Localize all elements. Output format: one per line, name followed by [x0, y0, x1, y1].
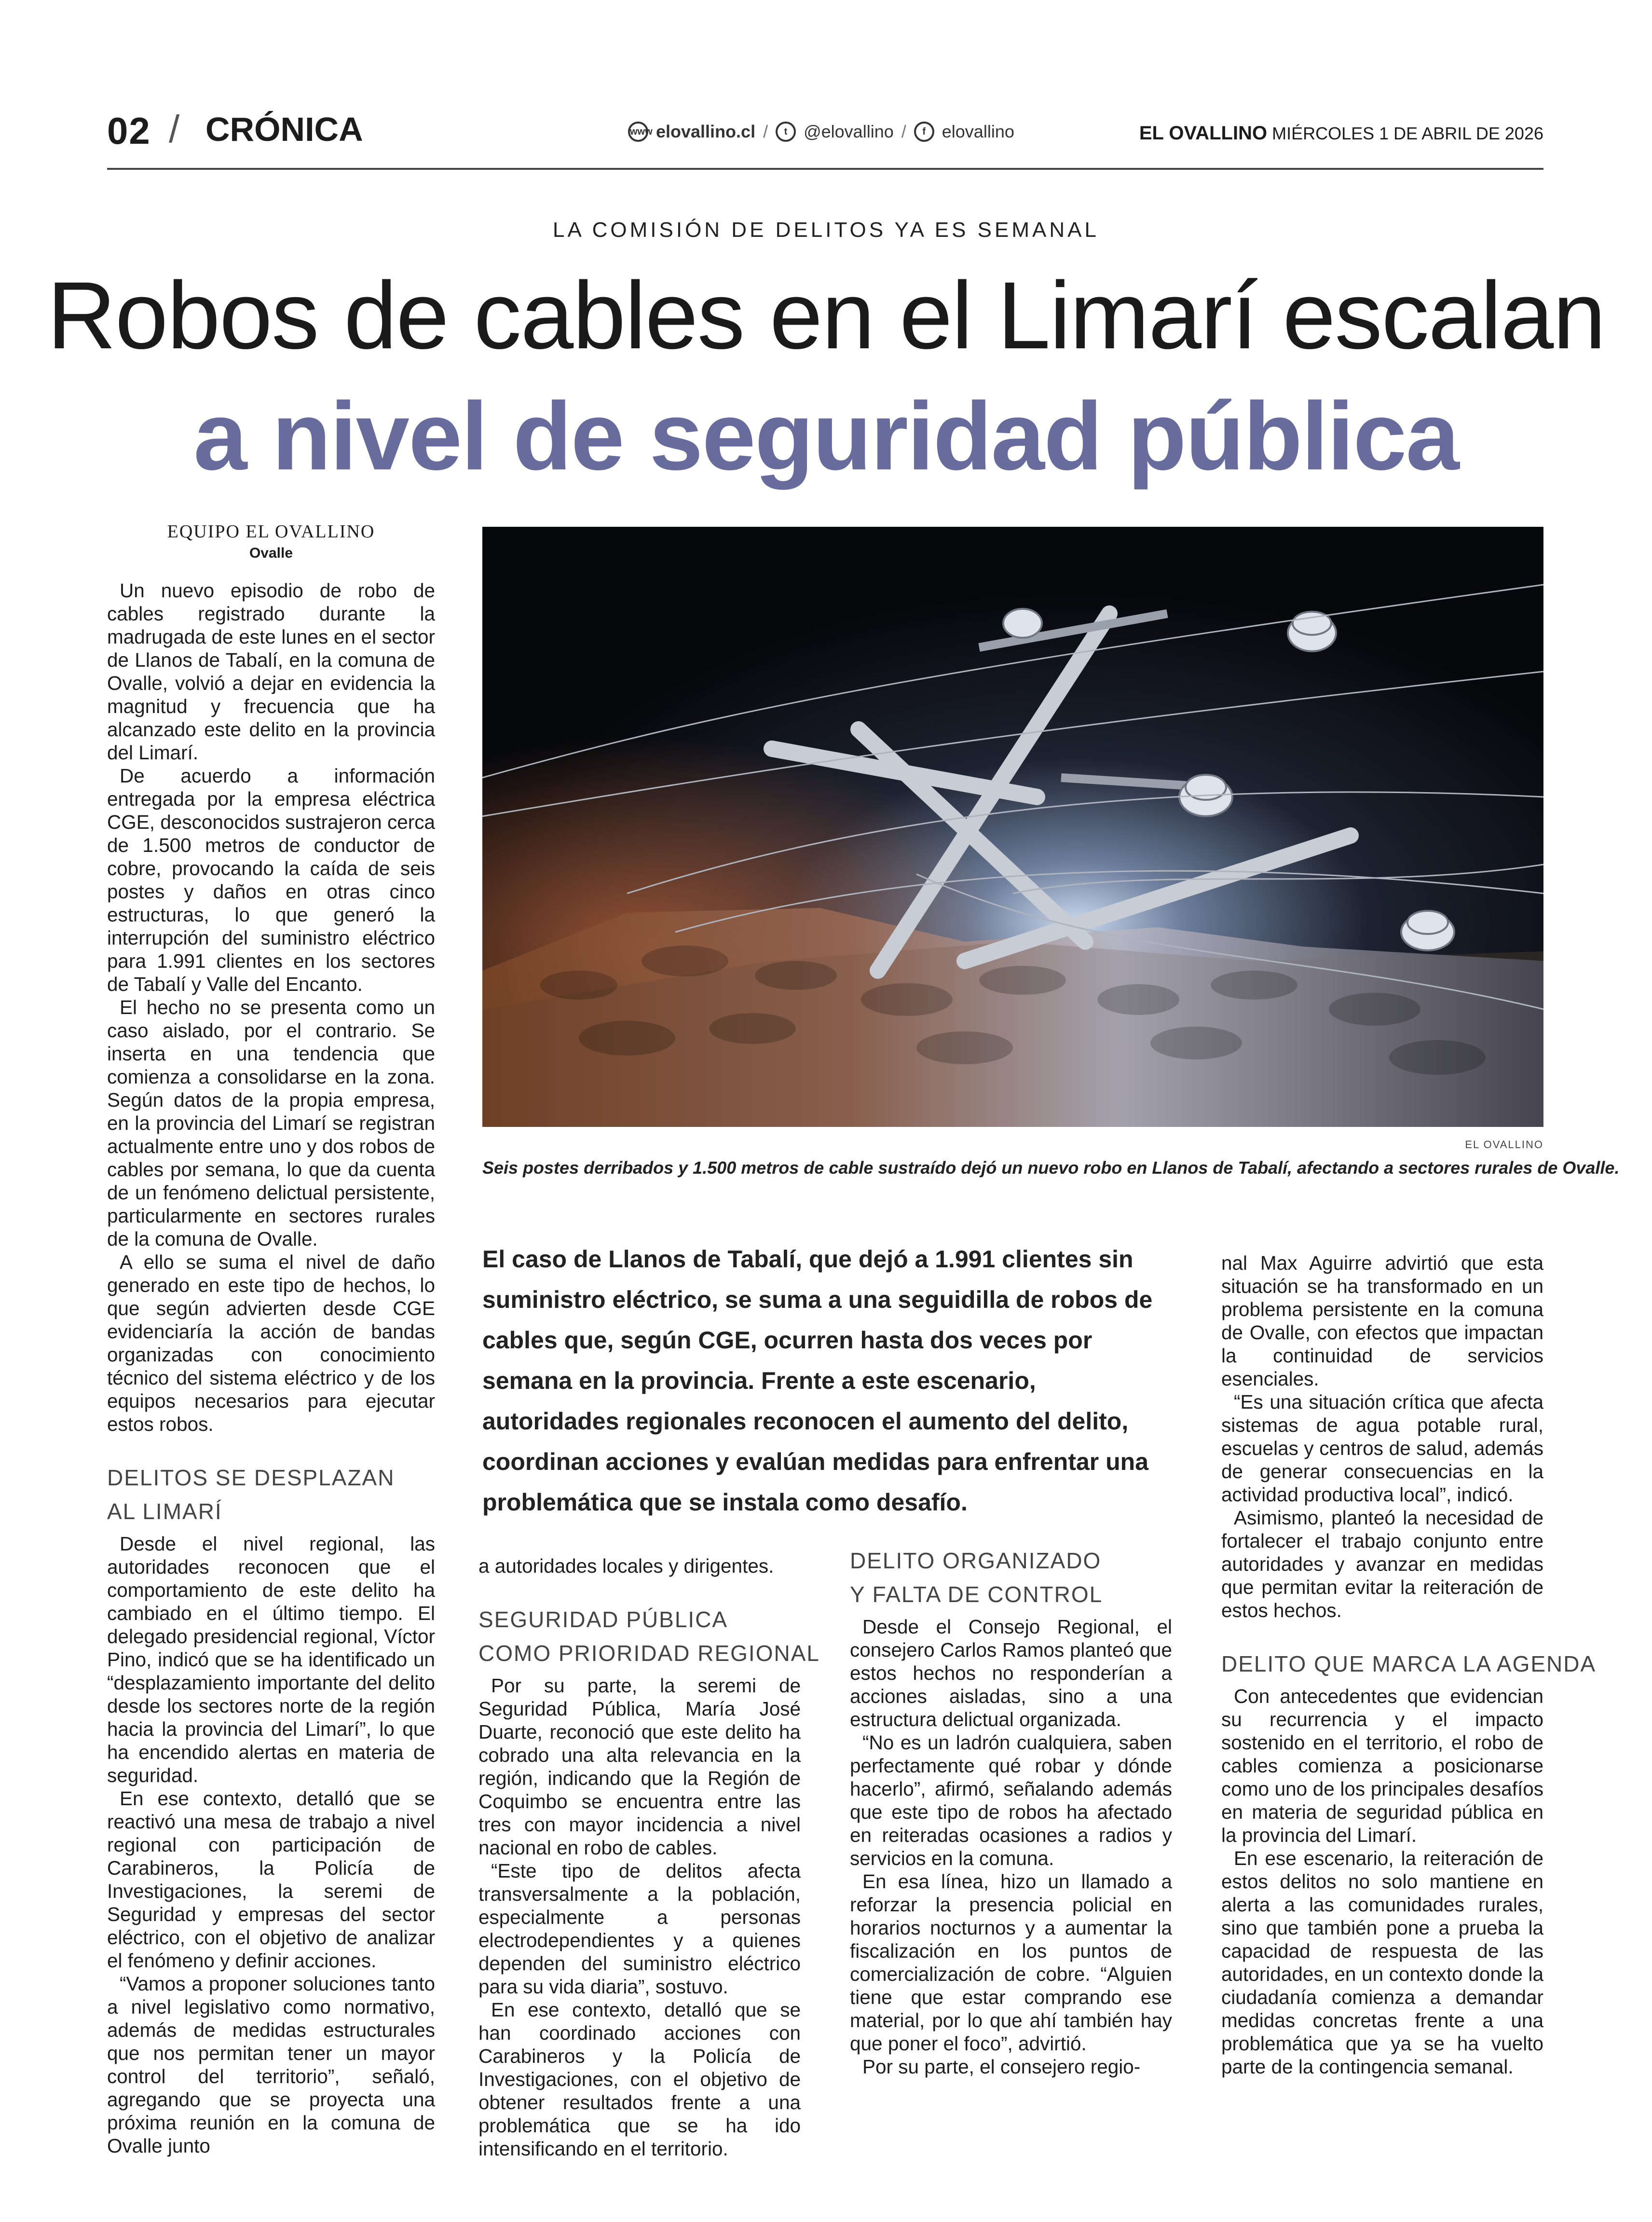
subheading: DELITO QUE MARCA LA AGENDA	[1221, 1651, 1597, 1676]
subheading: DELITO ORGANIZADO Y FALTA DE CONTROL	[850, 1548, 1103, 1607]
article-lead: El caso de Llanos de Tabalí, que dejó a 1.991 clientes sin suministro eléctrico, se suma a una seguidilla de robos de cables que, según CGE, ocurren hasta dos veces por semana en la provincia. Frente a este escenario, autoridades regionales reconocen el aumento del delito, coordinan acciones y evalúan medidas para enfrentar una problemática que se instala como desafío.	[482, 1246, 1153, 1516]
headline-line-2: a nivel de seguridad pública	[193, 383, 1459, 490]
paragraph: Por su parte, la seremi de Seguridad Pública, María José Duarte, reconoció que este delito ha cobrado una alta relevancia en la región, indicando que la Región de Coquimbo se encuentra entre las tres con mayor incidencia a nivel nacional en robo de cables.	[478, 1674, 801, 1859]
facebook-handle[interactable]: elovallino	[942, 122, 1014, 141]
paragraph: Desde el nivel regional, las autoridades reconocen que el comportamiento de este delito ha cambiado en el último tiempo. El delegado presidencial regional, Víctor Pino, indicó que se ha identificado un “desplazamiento importante del delito desde los sectores norte de la región hacia la provincia del Limarí”, lo que ha encendido alertas en materia de seguridad.	[107, 1533, 435, 1786]
article-column-4	[1221, 1251, 1597, 2078]
paragraph: “No es un ladrón cualquiera, saben perfectamente qué robar y dónde hacerlo”, afirmó, señalando además que este tipo de robos ha afectado en reiteradas ocasiones a radios y servicios en la comuna.	[850, 1731, 1172, 1869]
paragraph: “Es una situación crítica que afecta sistemas de agua potable rural, escuelas y centros de salud, además de generar consecuencias en la actividad productiva local”, indicó.	[1221, 1391, 1543, 1506]
paragraph: a autoridades locales y dirigentes.	[478, 1555, 774, 1577]
article-kicker: LA COMISIÓN DE DELITOS YA ES SEMANAL	[553, 218, 1099, 242]
paragraph: En esa línea, hizo un llamado a reforzar la presencia policial en horarios nocturnos y a aumentar la fiscalización en los puntos de comercialización de cobre. “Alguien tiene que estar comprando ese material, por lo que ahí también hay que poner el foco”, advirtió.	[850, 1870, 1172, 2055]
article-column-1	[107, 579, 435, 2157]
paragraph: “Este tipo de delitos afecta transversalmente a la población, especialmente a personas electrodependientes y a quienes dependen del suministro eléctrico para su vida diaria”, sostuvo.	[478, 1860, 801, 1998]
twitter-icon: t	[776, 122, 796, 142]
subheading: DELITOS SE DESPLAZAN AL LIMARÍ	[107, 1465, 395, 1524]
paragraph: nal Max Aguirre advirtió que esta situación se ha transformado en un problema persistente en la comuna de Ovalle, con efectos que impactan la continuidad de servicios esenciales.	[1221, 1252, 1543, 1390]
byline: EQUIPO EL OVALLINO	[167, 521, 375, 542]
section-title: CRÓNICA	[205, 110, 363, 148]
facebook-icon: f	[914, 122, 934, 142]
publication-info	[1139, 123, 1543, 144]
paragraph: Asimismo, planteó la necesidad de fortalecer el trabajo conjunto entre autoridades y avanzar en medidas que permitan evitar la reiteración de estos hechos.	[1221, 1507, 1543, 1621]
article-photo	[482, 527, 1543, 1127]
publication-date: MIÉRCOLES 1 DE ABRIL DE 2026	[1272, 123, 1543, 143]
publication-name: EL OVALLINO	[1139, 123, 1268, 144]
website-link[interactable]: elovallino.cl	[656, 122, 756, 141]
headline-line-1: Robos de cables en el Limarí escalan	[47, 262, 1605, 369]
paragraph: A ello se suma el nivel de daño generado en este tipo de hechos, lo que según advierten desde CGE evidenciaría la acción de bandas organizadas con conocimiento técnico del sistema eléctrico y de los equipos necesarios para ejecutar estos robos.	[107, 1251, 435, 1435]
twitter-handle[interactable]: @elovallino	[804, 122, 894, 141]
paragraph: En ese contexto, detalló que se han coordinado acciones con Carabineros y la Policía de Investigaciones, con el objetivo de obtener resultados frente a una problemática que se ha ido intensificando en el territorio.	[478, 1999, 801, 2160]
photo-credit: EL OVALLINO	[1465, 1138, 1543, 1151]
page-number: 02	[107, 110, 151, 152]
paragraph: En ese contexto, detalló que se reactivó una mesa de trabajo a nivel regional con participación de Carabineros, la Policía de Investigaciones, la seremi de Seguridad y empresas del sector eléctrico, con el objetivo de analizar el fenómeno y definir acciones.	[107, 1787, 435, 1972]
subheading: SEGURIDAD PÚBLICA COMO PRIORIDAD REGIONAL	[478, 1607, 820, 1666]
paragraph: Por su parte, el consejero regio-	[862, 2056, 1141, 2078]
paragraph: En ese escenario, la reiteración de estos delitos no solo mantiene en alerta a las comunidades rurales, sino que también pone a prueba la capacidad de respuesta de las autoridades, en un contexto donde la ciudadanía comienza a demandar medidas concretas frente a una problemática que ya se ha vuelto parte de la contingencia semanal.	[1221, 1847, 1543, 2078]
photo-caption: Seis postes derribados y 1.500 metros de cable sustraído dejó un nuevo robo en Llanos de Tabalí, afectando a sectores rurales de Ovalle.	[482, 1158, 1620, 1178]
paragraph: Desde el Consejo Regional, el consejero Carlos Ramos planteó que estos hechos no responderían a acciones aisladas, sino a una estructura delictual organizada.	[850, 1616, 1172, 1730]
byline-location: Ovalle	[249, 545, 293, 561]
header-separator: /	[169, 108, 180, 151]
globe-icon: www	[628, 122, 648, 142]
paragraph: De acuerdo a información entregada por la empresa eléctrica CGE, desconocidos sustrajeron cerca de 1.500 metros de conductor de cobre, provocando la caída de seis postes y daños en otras cinco estructuras, lo que generó la interrupción del suministro eléctrico para 1.991 clientes en los sectores de Tabalí y Valle del Encanto.	[107, 765, 435, 995]
paragraph: “Vamos a proponer soluciones tanto a nivel legislativo como normativo, además de medidas estructurales que nos permitan tener un mayor control del territorio”, señaló, agregando que se proyecta una próxima reunión en la comuna de Ovalle junto	[107, 1973, 435, 2157]
paragraph: Un nuevo episodio de robo de cables registrado durante la madrugada de este lunes en el sector de Llanos de Tabalí, en la comuna de Ovalle, volvió a dejar en evidencia la magnitud y frecuencia que ha alcanzado este delito en la provincia del Limarí.	[107, 579, 435, 764]
article-column-3	[850, 1544, 1172, 2078]
page-header	[107, 105, 1543, 170]
paragraph: Con antecedentes que evidencian su recurrencia y el impacto sostenido en el territorio, el robo de cables comienza a posicionarse como uno de los principales desafíos en materia de seguridad pública en la provincia del Limarí.	[1221, 1685, 1543, 1846]
social-links: www elovallino.cl / t @elovallino / f elovallino	[628, 122, 1014, 142]
article-column-2	[478, 1554, 820, 2160]
paragraph: El hecho no se presenta como un caso aislado, por el contrario. Se inserta en una tendencia que comienza a consolidarse en la zona. Según datos de la propia empresa, en la provincia del Limarí se registran actualmente entre uno y dos robos de cables por semana, lo que da cuenta de un fenómeno delictual persistente, particularmente en sectores rurales de la comuna de Ovalle.	[107, 996, 435, 1250]
